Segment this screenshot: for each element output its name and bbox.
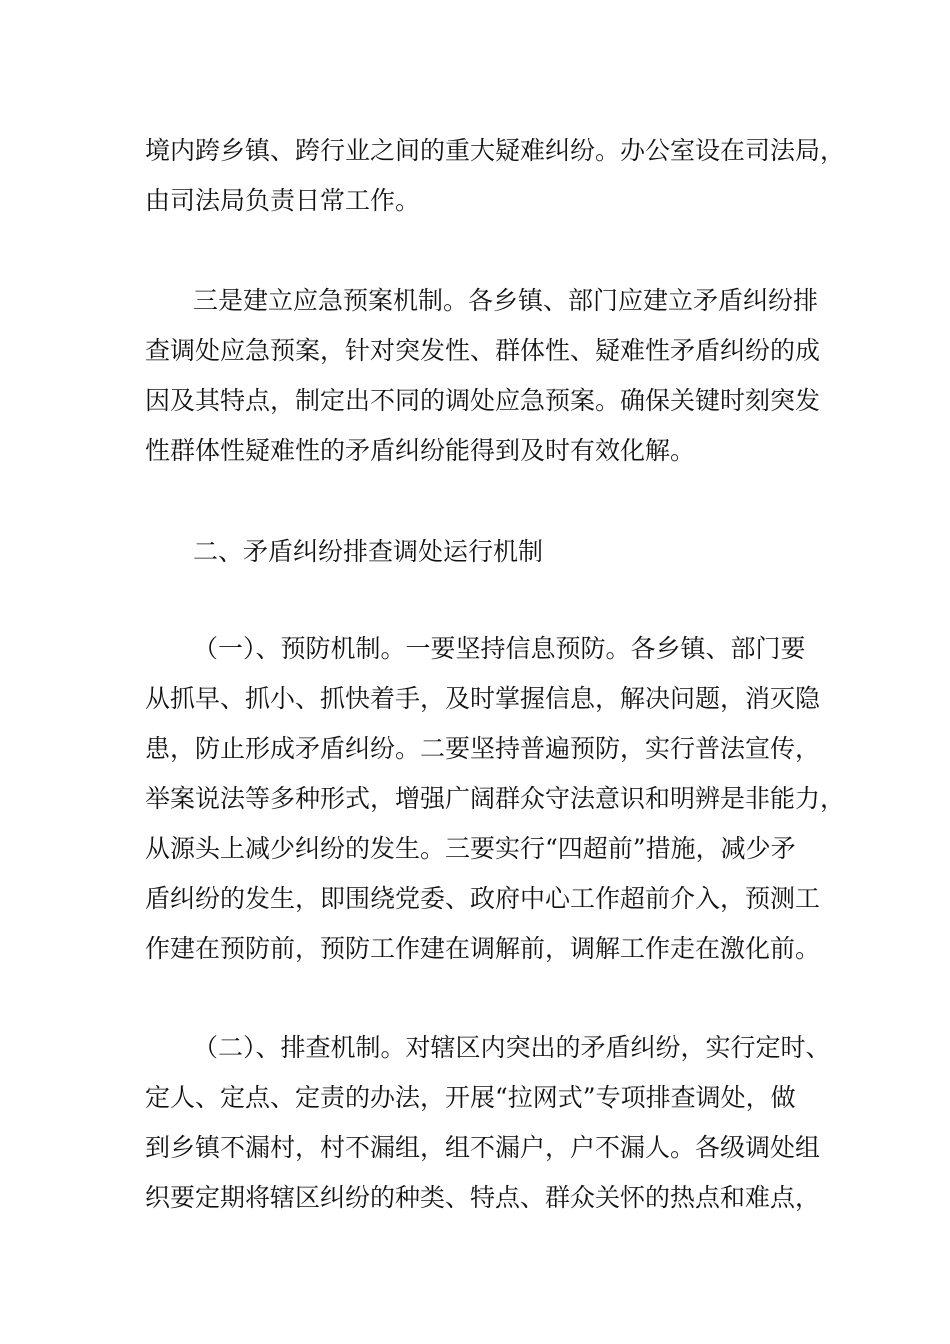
- paragraph-4: [145, 1023, 835, 1223]
- text-line: （二）、排查机制。对辖区内突出的矛盾纠纷，实行定时、: [193, 1033, 831, 1062]
- text-line: 性群体性疑难性的矛盾纠纷能得到及时有效化解。: [145, 436, 696, 465]
- text-line: 盾纠纷的发生，即围绕党委、政府中心工作超前介入，预测工: [145, 884, 821, 913]
- paragraph-3: [145, 624, 846, 974]
- text-line: （一）、预防机制。一要坚持信息预防。各乡镇、部门要: [193, 634, 806, 663]
- text-line: 作建在预防前，预防工作建在调解前，调解工作走在激化前。: [145, 934, 821, 963]
- text-line: 查调处应急预案，针对突发性、群体性、疑难性矛盾纠纷的成: [145, 336, 821, 365]
- text-line: 定人、定点、定责的办法，开展“拉网式”专项排查调处，做: [145, 1083, 796, 1112]
- text-line: 三是建立应急预案机制。各乡镇、部门应建立矛盾纠纷排: [193, 286, 819, 315]
- text-line: 织要定期将辖区纠纷的种类、特点、群众关怀的热点和难点，: [145, 1183, 821, 1212]
- text-line: 从抓早、抓小、抓快着手，及时掌握信息，解决问题，消灭隐: [145, 684, 821, 713]
- text-line: 因及其特点，制定出不同的调处应急预案。确保关键时刻突发: [145, 386, 821, 415]
- paragraph-2: [145, 276, 835, 476]
- text-line: 二、矛盾纠纷排查调处运行机制: [193, 537, 544, 566]
- text-line: 由司法局负责日常工作。: [145, 186, 421, 215]
- paragraph-1: [145, 126, 846, 226]
- text-line: 到乡镇不漏村，村不漏组，组不漏户，户不漏人。各级调处组: [145, 1133, 821, 1162]
- text-line: 举案说法等多种形式，增强广阔群众守法意识和明辨是非能力，: [145, 784, 846, 813]
- text-line: 患，防止形成矛盾纠纷。二要坚持普遍预防，实行普法宣传，: [145, 734, 821, 763]
- text-line: 从源头上减少纠纷的发生。三要实行“四超前”措施，减少矛: [145, 834, 796, 863]
- section-heading: [145, 527, 835, 577]
- text-line: 境内跨乡镇、跨行业之间的重大疑难纠纷。办公室设在司法局，: [145, 136, 846, 165]
